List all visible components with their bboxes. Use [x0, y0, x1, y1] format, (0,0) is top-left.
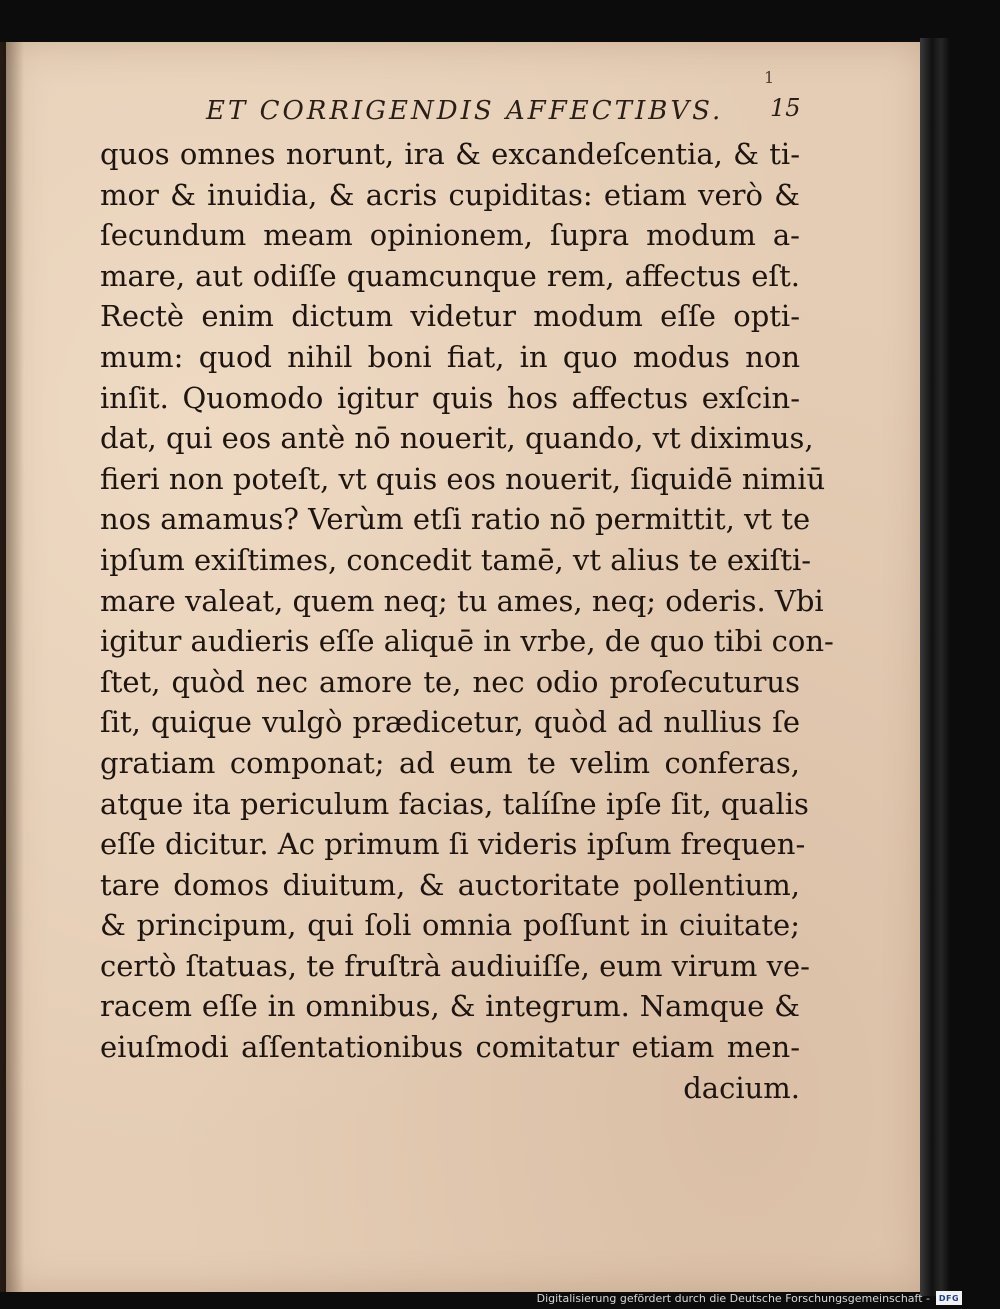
- text-line: quos omnes norunt, ira & excandeſcentia, & ti-: [100, 137, 800, 171]
- signature-mark: 1: [764, 68, 775, 87]
- text-line: ipſum exiſtimes, concedit tamē, vt alius te exiſti-: [100, 542, 812, 577]
- text-line: certò ſtatuas, te fruſtrà audiuiſſe, eum virum ve-: [100, 948, 810, 983]
- catchword: dacium.: [683, 1070, 800, 1105]
- page-number: 15: [770, 94, 801, 122]
- text-line: mare, aut odiſſe quamcunque rem, affectus eſt.: [100, 258, 800, 293]
- text-line: mum: quod nihil boni fiat, in quo modus non: [100, 339, 800, 374]
- dfg-logo: DFG: [936, 1291, 962, 1305]
- running-head: ET CORRIGENDIS AFFECTIBVS.: [206, 96, 724, 126]
- text-line: inſit. Quomodo igitur quis hos affectus exſcin-: [100, 380, 800, 415]
- text-line: dat, qui eos antè nō nouerit, quando, vt diximus,: [100, 421, 814, 456]
- text-line: mare valeat, quem neq; tu ames, neq; oderis. Vbi: [100, 583, 824, 618]
- text-line: ſecundum meam opinionem, ſupra modum a-: [100, 218, 800, 253]
- text-line: nos amamus? Verùm etſi ratio nō permittit, vt te: [100, 502, 811, 537]
- text-line: atque ita periculum facias, talíſne ipſe ſit, qualis: [100, 786, 809, 821]
- book-cover-edge: [920, 38, 950, 1296]
- digitization-credit: [537, 1289, 962, 1307]
- text-line: tare domos diuitum, & auctoritate pollentium,: [100, 867, 800, 902]
- text-line: ſtet, quòd nec amore te, nec odio proſecuturus: [100, 664, 800, 699]
- text-line: igitur audieris eſſe aliquē in vrbe, de quo tibi con-: [100, 624, 834, 659]
- gutter-shadow: [0, 42, 24, 1292]
- text-line: racem eſſe in omnibus, & integrum. Namque &: [100, 989, 800, 1024]
- text-line: & principum, qui ſoli omnia poſſunt in ciuitate;: [100, 908, 800, 943]
- text-line: fieri non poteſt, vt quis eos nouerit, ſiquidē nimiū: [100, 461, 826, 496]
- text-line: gratiam componat; ad eum te velim conferas,: [100, 745, 800, 780]
- text-line: ſit, quique vulgò prædicetur, quòd ad nullius ſe: [100, 705, 800, 740]
- text-line: Rectè enim dictum videtur modum eſſe opti-: [100, 299, 800, 334]
- text-line: eiuſmodi aſſentationibus comitatur etiam men-: [100, 1030, 800, 1065]
- text-line: eſſe dicitur. Ac primum ſi videris ipſum frequen-: [100, 827, 806, 862]
- text-line: mor & inuidia, & acris cupiditas: etiam verò &: [100, 177, 800, 212]
- text-block: [100, 134, 834, 1108]
- credit-text: Digitalisierung gefördert durch die Deutsche Forschungsgemeinschaft -: [536, 1291, 930, 1305]
